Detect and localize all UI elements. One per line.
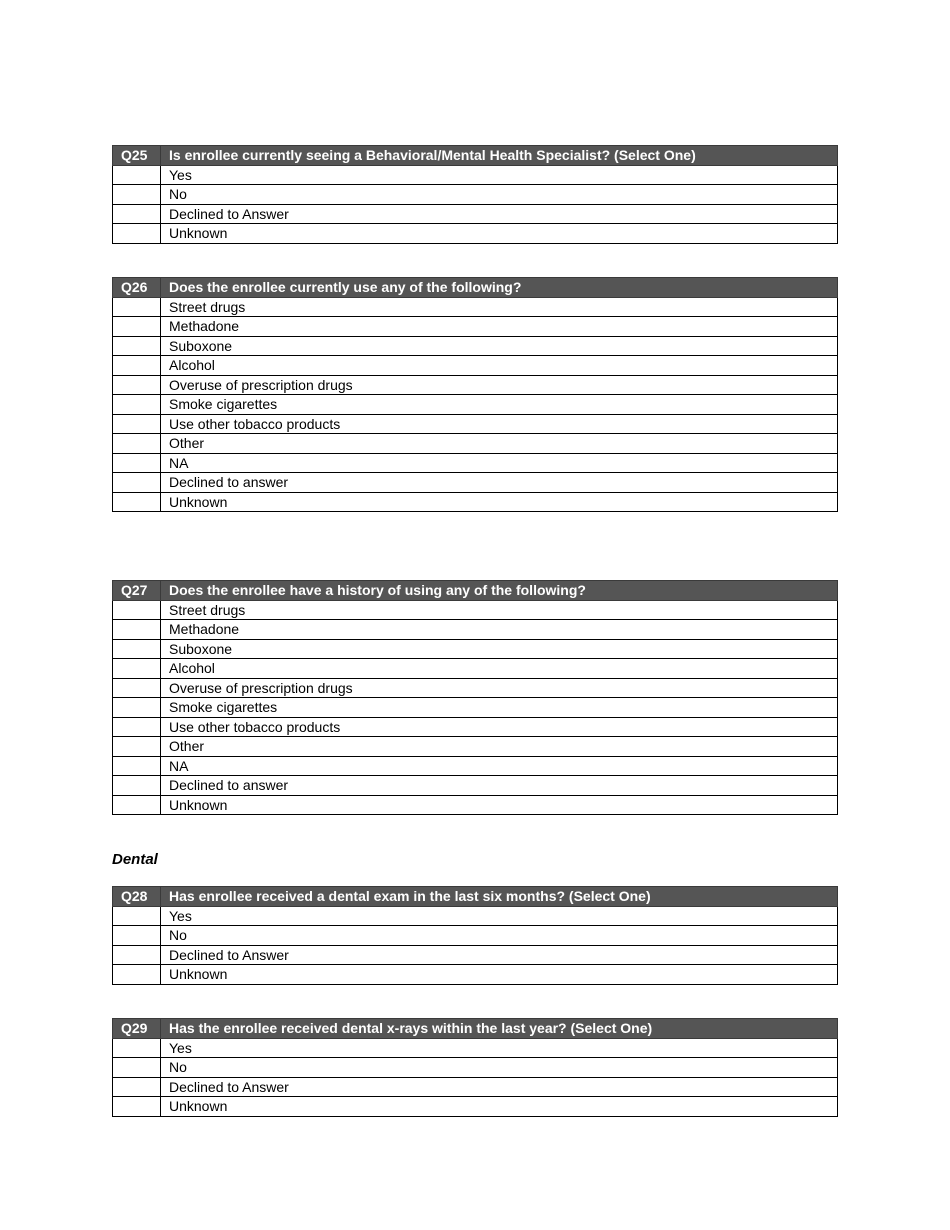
answer-checkbox[interactable] xyxy=(113,965,161,985)
question-header xyxy=(113,146,838,166)
answer-checkbox[interactable] xyxy=(113,473,161,493)
question-text: Does the enrollee have a history of using any of the following? xyxy=(161,581,838,601)
option-label: Declined to Answer xyxy=(161,1077,838,1097)
option-row xyxy=(113,600,838,620)
option-label: Unknown xyxy=(161,1097,838,1117)
option-label: Yes xyxy=(161,1038,838,1058)
option-label: Methadone xyxy=(161,620,838,640)
option-label: NA xyxy=(161,453,838,473)
option-row xyxy=(113,737,838,757)
option-label: Smoke cigarettes xyxy=(161,395,838,415)
option-row xyxy=(113,756,838,776)
question-table-q26 xyxy=(112,277,838,512)
option-row xyxy=(113,375,838,395)
option-label: Use other tobacco products xyxy=(161,717,838,737)
option-row xyxy=(113,185,838,205)
question-text: Does the enrollee currently use any of the following? xyxy=(161,278,838,298)
option-label: No xyxy=(161,926,838,946)
option-row xyxy=(113,639,838,659)
option-label: Declined to Answer xyxy=(161,204,838,224)
option-row xyxy=(113,620,838,640)
option-label: Overuse of prescription drugs xyxy=(161,678,838,698)
option-row xyxy=(113,717,838,737)
option-row xyxy=(113,1077,838,1097)
option-row xyxy=(113,434,838,454)
option-label: No xyxy=(161,185,838,205)
answer-checkbox[interactable] xyxy=(113,1038,161,1058)
answer-checkbox[interactable] xyxy=(113,659,161,679)
answer-checkbox[interactable] xyxy=(113,737,161,757)
option-row xyxy=(113,678,838,698)
question-header xyxy=(113,278,838,298)
answer-checkbox[interactable] xyxy=(113,414,161,434)
question-table-q25 xyxy=(112,145,838,244)
answer-checkbox[interactable] xyxy=(113,600,161,620)
option-label: NA xyxy=(161,756,838,776)
answer-checkbox[interactable] xyxy=(113,165,161,185)
option-row xyxy=(113,317,838,337)
answer-checkbox[interactable] xyxy=(113,297,161,317)
question-table-q29 xyxy=(112,1018,838,1117)
question-number: Q25 xyxy=(113,146,161,166)
option-row xyxy=(113,336,838,356)
answer-checkbox[interactable] xyxy=(113,639,161,659)
question-header xyxy=(113,581,838,601)
option-row xyxy=(113,659,838,679)
answer-checkbox[interactable] xyxy=(113,678,161,698)
answer-checkbox[interactable] xyxy=(113,395,161,415)
answer-checkbox[interactable] xyxy=(113,492,161,512)
option-row xyxy=(113,926,838,946)
option-label: Methadone xyxy=(161,317,838,337)
option-row xyxy=(113,1058,838,1078)
option-label: Declined to answer xyxy=(161,776,838,796)
option-row xyxy=(113,297,838,317)
question-number: Q26 xyxy=(113,278,161,298)
question-text: Has the enrollee received dental x-rays within the last year? (Select One) xyxy=(161,1019,838,1039)
question-header xyxy=(113,887,838,907)
option-label: Overuse of prescription drugs xyxy=(161,375,838,395)
option-label: Unknown xyxy=(161,492,838,512)
option-label: Declined to Answer xyxy=(161,945,838,965)
option-row xyxy=(113,224,838,244)
answer-checkbox[interactable] xyxy=(113,356,161,376)
answer-checkbox[interactable] xyxy=(113,185,161,205)
answer-checkbox[interactable] xyxy=(113,224,161,244)
answer-checkbox[interactable] xyxy=(113,1058,161,1078)
option-row xyxy=(113,453,838,473)
question-text: Is enrollee currently seeing a Behavioral/Mental Health Specialist? (Select One) xyxy=(161,146,838,166)
option-row xyxy=(113,906,838,926)
answer-checkbox[interactable] xyxy=(113,756,161,776)
option-row xyxy=(113,395,838,415)
option-row xyxy=(113,1038,838,1058)
option-label: Alcohol xyxy=(161,659,838,679)
question-table-q27 xyxy=(112,580,838,815)
option-row xyxy=(113,492,838,512)
option-row xyxy=(113,776,838,796)
option-row xyxy=(113,165,838,185)
answer-checkbox[interactable] xyxy=(113,698,161,718)
question-number: Q27 xyxy=(113,581,161,601)
option-label: Unknown xyxy=(161,795,838,815)
answer-checkbox[interactable] xyxy=(113,434,161,454)
option-row xyxy=(113,473,838,493)
answer-checkbox[interactable] xyxy=(113,453,161,473)
answer-checkbox[interactable] xyxy=(113,717,161,737)
question-table-q28 xyxy=(112,886,838,985)
option-row xyxy=(113,698,838,718)
answer-checkbox[interactable] xyxy=(113,336,161,356)
option-label: Street drugs xyxy=(161,600,838,620)
answer-checkbox[interactable] xyxy=(113,795,161,815)
option-row xyxy=(113,356,838,376)
option-label: Yes xyxy=(161,165,838,185)
option-row xyxy=(113,414,838,434)
answer-checkbox[interactable] xyxy=(113,1097,161,1117)
question-header xyxy=(113,1019,838,1039)
answer-checkbox[interactable] xyxy=(113,906,161,926)
question-text: Has enrollee received a dental exam in the last six months? (Select One) xyxy=(161,887,838,907)
option-row xyxy=(113,965,838,985)
option-label: Suboxone xyxy=(161,639,838,659)
option-label: Yes xyxy=(161,906,838,926)
option-row xyxy=(113,945,838,965)
option-label: Declined to answer xyxy=(161,473,838,493)
answer-checkbox[interactable] xyxy=(113,317,161,337)
option-label: Other xyxy=(161,737,838,757)
answer-checkbox[interactable] xyxy=(113,375,161,395)
option-row xyxy=(113,204,838,224)
answer-checkbox[interactable] xyxy=(113,776,161,796)
question-number: Q29 xyxy=(113,1019,161,1039)
option-label: Street drugs xyxy=(161,297,838,317)
answer-checkbox[interactable] xyxy=(113,945,161,965)
option-label: Unknown xyxy=(161,965,838,985)
option-row xyxy=(113,1097,838,1117)
option-label: No xyxy=(161,1058,838,1078)
question-number: Q28 xyxy=(113,887,161,907)
option-label: Alcohol xyxy=(161,356,838,376)
option-row xyxy=(113,795,838,815)
option-label: Suboxone xyxy=(161,336,838,356)
answer-checkbox[interactable] xyxy=(113,620,161,640)
answer-checkbox[interactable] xyxy=(113,926,161,946)
option-label: Use other tobacco products xyxy=(161,414,838,434)
option-label: Unknown xyxy=(161,224,838,244)
option-label: Other xyxy=(161,434,838,454)
answer-checkbox[interactable] xyxy=(113,1077,161,1097)
answer-checkbox[interactable] xyxy=(113,204,161,224)
section-heading-dental: Dental xyxy=(112,851,158,868)
option-label: Smoke cigarettes xyxy=(161,698,838,718)
